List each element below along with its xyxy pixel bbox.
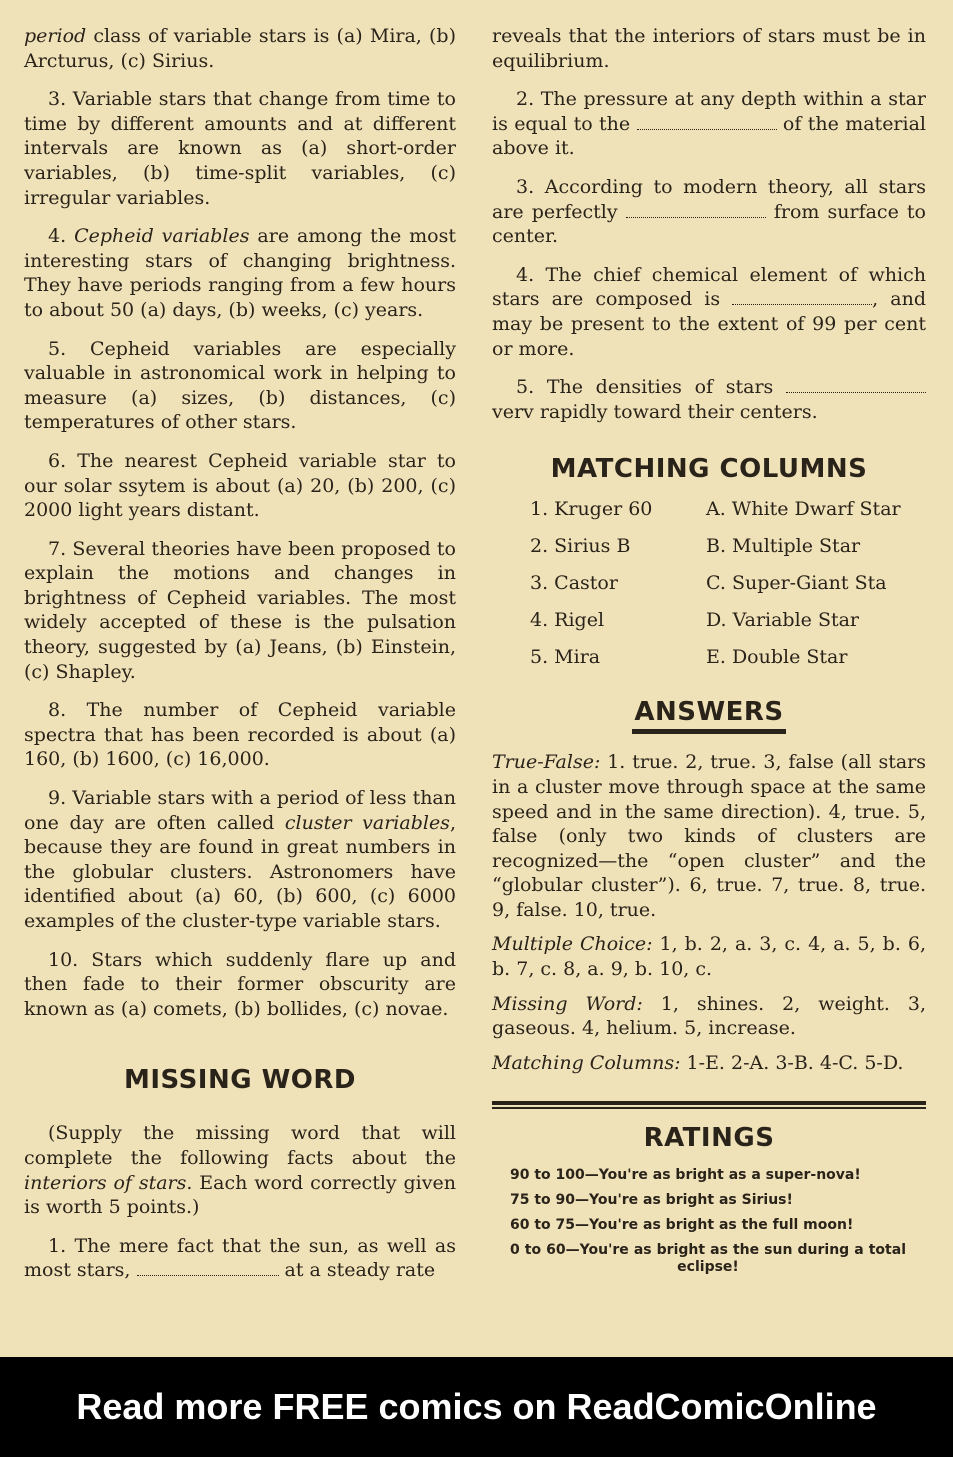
question-5: 5. Cepheid variables are especially valuable in astronomical work in helping to measure (a) sizes, (b) distances, (c) temperatures of other stars. [24,337,456,434]
question-4: 4. Cepheid variables are among the most interesting stars of changing brightness. They have periods ranging from a few hours to about 50 (a) days, (b) weeks, (c) years. [24,225,457,321]
answer-blank [637,115,777,130]
missing-word-heading: MISSING WORD [123,1065,357,1096]
matching-right: C. Super-Giant Sta [706,572,887,595]
promo-banner[interactable]: Read more FREE comics on ReadComicOnline [0,1357,953,1457]
answers-true-false: True-False: 1. true. 2, true. 3, false (all stars in a cluster move through space at the same speed and in the same direction). 4, true. 5, false (only two kinds of clusters are recognized—the “open cluster” and the “globular cluster”). 6, true. 7, true. 8, true. 9, false. 10, true. [492,751,926,921]
matching-left: 2. Sirius B [530,535,631,558]
answer-blank [137,1261,279,1276]
ratings-heading: RATINGS [643,1122,775,1153]
missing-word-1: 1. The mere fact that the sun, as well as most stars, at a steady rate [24,1234,456,1282]
matching-row [530,498,926,535]
matching-row [530,535,926,572]
left-column [24,24,456,1297]
question-2-continued: period class of variable stars is (a) Mira, (b) Arcturus, (c) Sirius. [24,25,456,72]
ratings-list [492,1167,926,1276]
question-3: 3. Variable stars that change from time to time by different amounts and at different intervals are known as (a) short-order variables, (b) time-split variables, (c) irregular variables. [24,88,456,209]
answer-blank [732,290,872,305]
question-9: 9. Variable stars with a period of less than one day are often called cluster variables, because they are found in great numbers in the globular clusters. Astronomers have identified about (a) 60, (b) 600, (c) 6000 examples of the cluster-type variable stars. [24,787,456,932]
question-10: 10. Stars which suddenly flare up and then fade to their former obscurity are known as (a) comets, (b) bollides, (c) novae. [24,948,456,1020]
missing-word-3: 3. According to modern theory, all stars are perfectly from surface to center. [492,175,926,248]
rating-item: 90 to 100—You're as bright as a super-nova! [510,1166,861,1183]
question-7: 7. Several theories have been proposed to explain the motions and changes in brightness of Cepheid variables. The most widely accepted of these is the pulsation theory, suggested by (a) Jeans, (b) Einstein, (c) Shapley. [24,537,456,683]
missing-word-4: 4. The chief chemical element of which stars are composed is , and may be present to the extent of 99 per cent or more. [492,263,926,360]
question-8: 8. The number of Cepheid variable spectra that has been recorded is about (a) 160, (b) 1600, (c) 16,000. [24,699,456,771]
matching-right: B. Multiple Star [706,535,861,558]
answer-blank [626,203,766,218]
answers-heading-wrap [492,683,926,750]
question-6: 6. The nearest Cepheid variable star to our solar ssytem is about (a) 20, (b) 200, (c) 2000 light years distant. [24,449,456,522]
matching-right: D. Variable Star [706,609,860,632]
matching-columns-heading: MATCHING COLUMNS [550,454,868,485]
matching-right: E. Double Star [706,646,848,669]
matching-right: A. White Dwarf Star [706,498,901,521]
rating-item: 75 to 90—You're as bright as Sirius! [510,1191,793,1208]
matching-columns-table [530,498,926,683]
missing-word-1-continued: reveals that the interiors of stars must be in equilibrium. [492,25,926,72]
right-column [492,24,926,1284]
matching-row [530,572,926,609]
matching-row [530,646,926,683]
answers-matching-columns: Matching Columns: 1-E. 2-A. 3-B. 4-C. 5-D. [492,1051,904,1074]
matching-left: 3. Castor [530,572,618,595]
missing-word-intro: (Supply the missing word that will complete the following facts about the interiors of stars. Each word correctly given is worth 5 points.) [24,1122,456,1219]
missing-word-2: 2. The pressure at any depth within a star is equal to the of the material above it. [492,88,926,160]
divider [492,1107,926,1109]
answers-multiple-choice: Multiple Choice: 1, b. 2, a. 3, c. 4, a. 5, b. 6, b. 7, c. 8, a. 9, b. 10, c. [492,933,926,981]
matching-left: 5. Mira [530,646,601,669]
answers-heading: ANSWERS [632,697,785,734]
missing-word-5: 5. The densities of stars verv rapidly toward their centers. [492,375,926,424]
answer-blank [786,378,926,393]
matching-left: 1. Kruger 60 [530,498,653,521]
rating-item: 60 to 75—You're as bright as the full moon! [510,1216,854,1233]
matching-row [530,609,926,646]
divider [492,1101,926,1105]
answers-missing-word: Missing Word: 1, shines. 2, weight. 3, gaseous. 4, helium. 5, increase. [492,992,927,1040]
matching-left: 4. Rigel [530,609,605,632]
rating-item: 0 to 60—You're as bright as the sun during a total eclipse! [510,1241,906,1275]
